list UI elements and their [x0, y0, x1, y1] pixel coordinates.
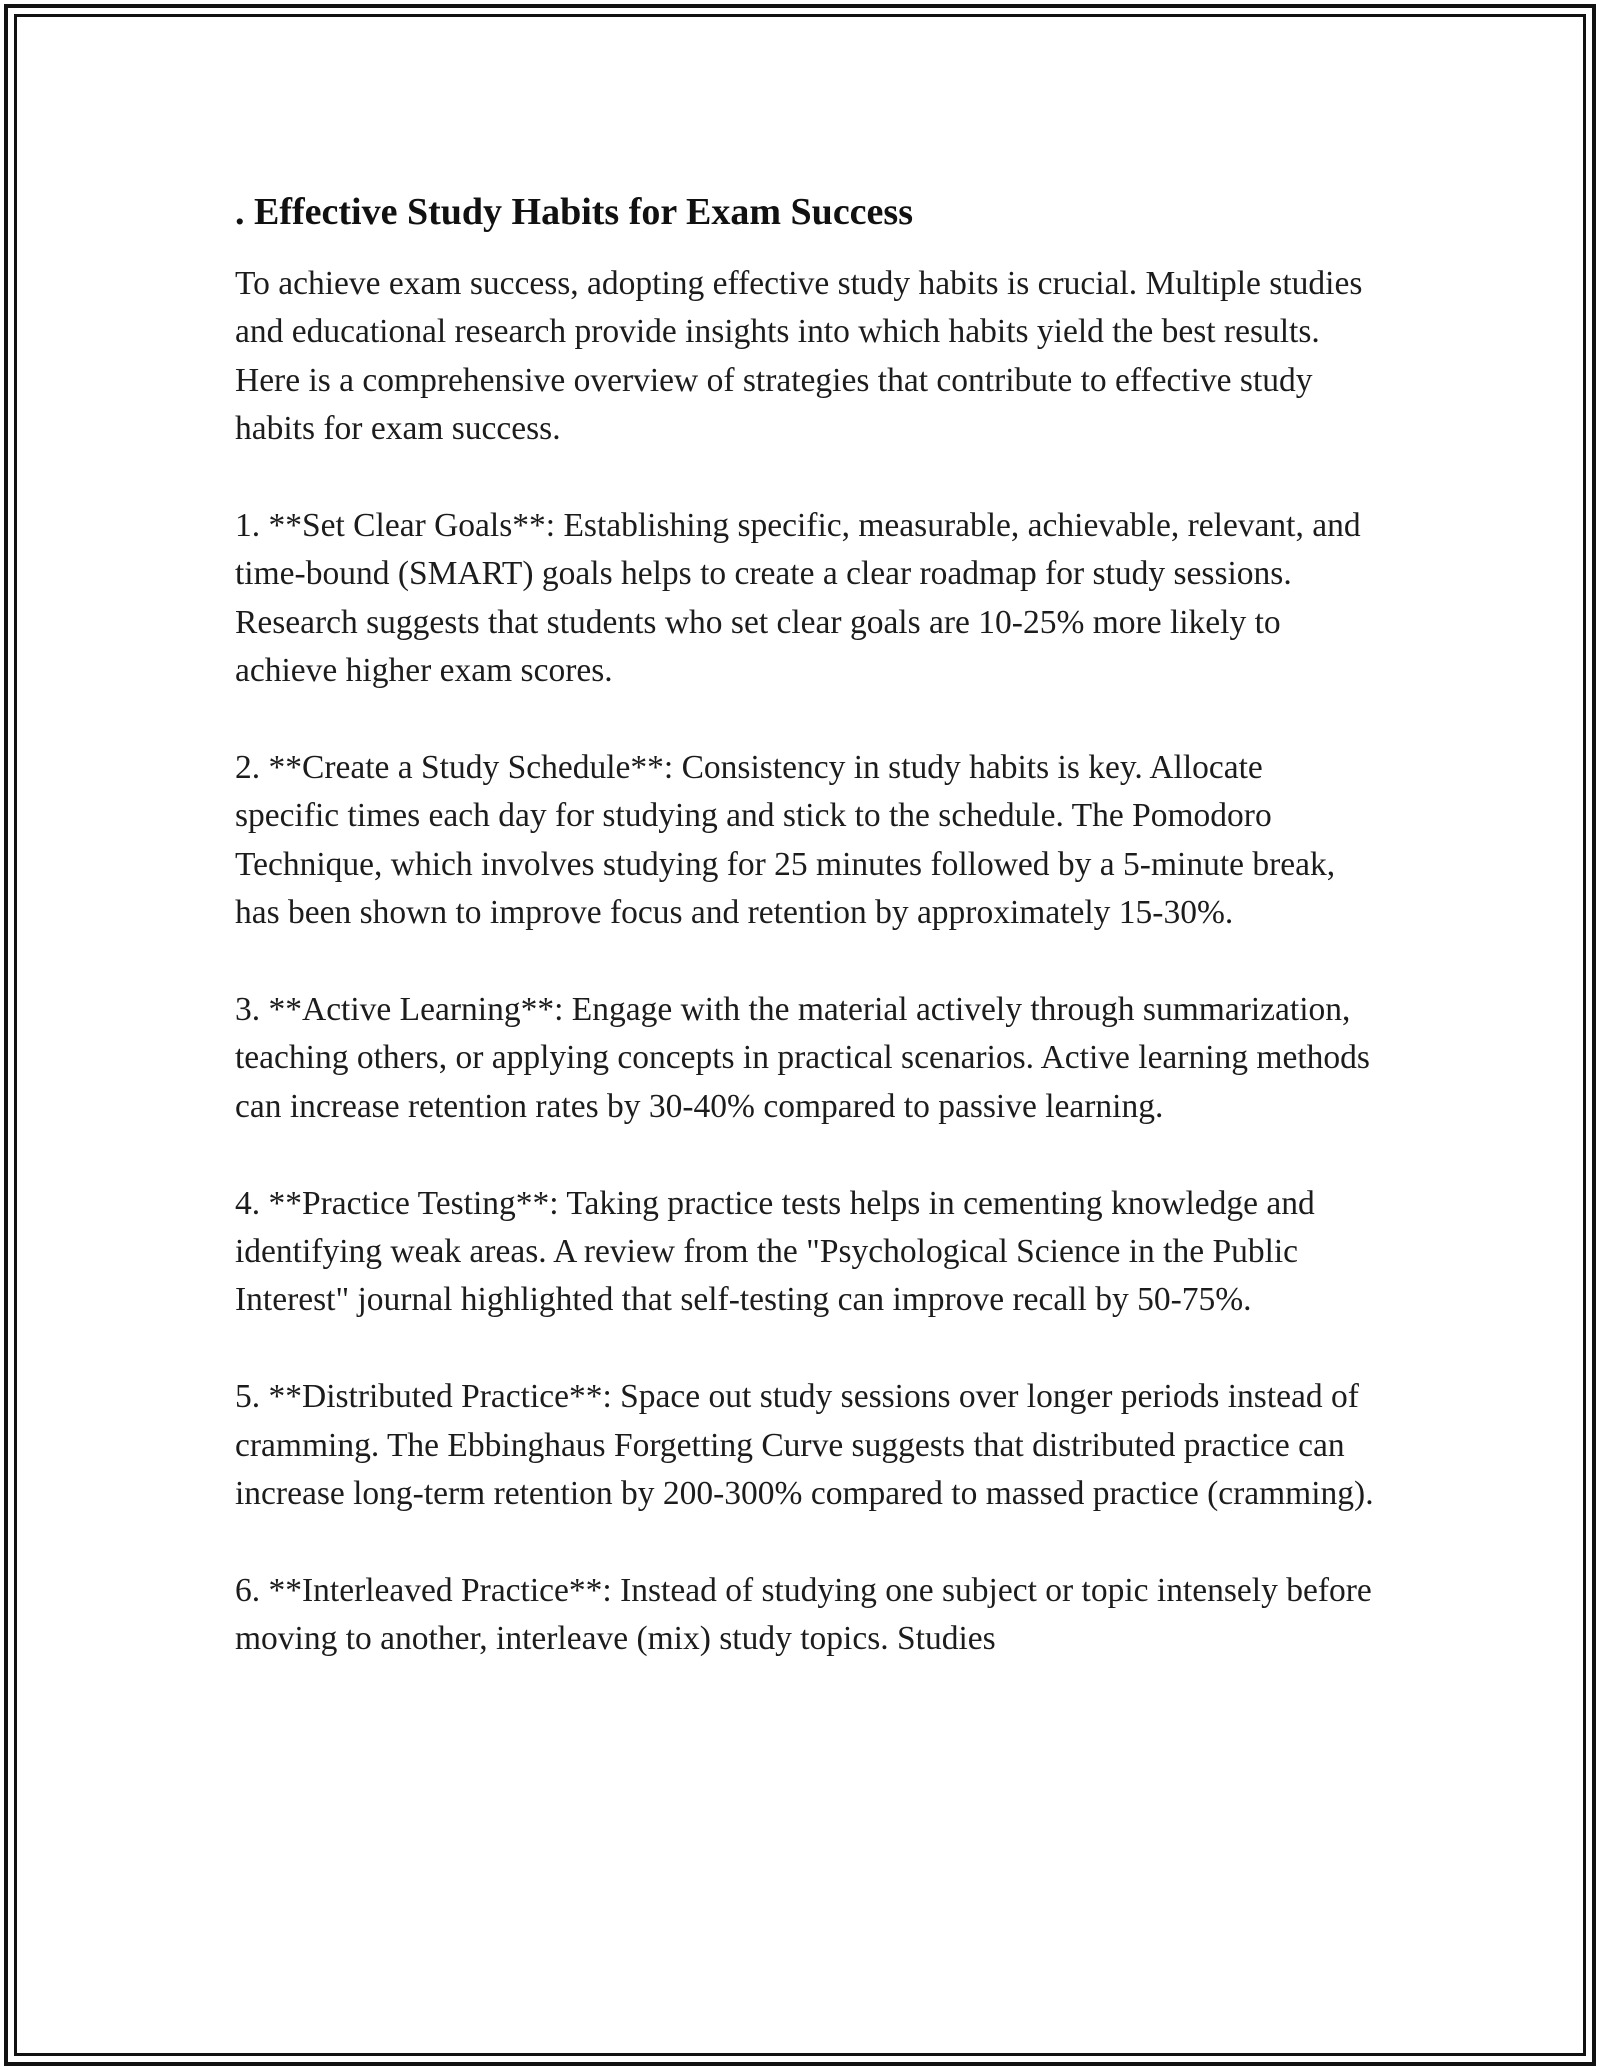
list-item-set-clear-goals: 1. **Set Clear Goals**: Establishing specific, measurable, achievable, relevant, and time-bound (SMART) goals helps to create a clear roadmap for study sessions. Research suggests that students who set clear goals are 10-25% more likely to achieve higher exam scores. [235, 507, 1361, 690]
list-item-distributed-practice: 5. **Distributed Practice**: Space out study sessions over longer periods instead of cramming. The Ebbinghaus Forgetting Curve suggests that distributed practice can increase long-term retention by 200-300% compared to massed practice (cramming). [235, 1378, 1374, 1513]
list-item-practice-testing: 4. **Practice Testing**: Taking practice tests helps in cementing knowledge and identifying weak areas. A review from the "Psychological Science in the Public Interest" journal highlighted that self-testing can improve recall by 50-75%. [235, 1184, 1315, 1319]
document-body [235, 186, 1375, 1664]
list-item-active-learning: 3. **Active Learning**: Engage with the material actively through summarization, teaching others, or applying concepts in practical scenarios. Active learning methods can increase retention rates by 30-40% compared to passive learning. [235, 991, 1370, 1125]
document-title: . Effective Study Habits for Exam Success [235, 191, 913, 233]
intro-paragraph: To achieve exam success, adopting effective study habits is crucial. Multiple studies and educational research provide insights into which habits yield the best results. Here is a comprehensive overview of strategies that contribute to effective study habits for exam success. [235, 265, 1363, 448]
list-item-create-study-schedule: 2. **Create a Study Schedule**: Consistency in study habits is key. Allocate specific times each day for studying and stick to the schedule. The Pomodoro Technique, which involves studying for 25 minutes followed by a 5-minute break, has been shown to improve focus and retention by approximately 15-30%. [235, 749, 1336, 932]
list-item-interleaved-practice: 6. **Interleaved Practice**: Instead of studying one subject or topic intensely before moving to another, interleave (mix) study topics. Studies [235, 1571, 1372, 1658]
